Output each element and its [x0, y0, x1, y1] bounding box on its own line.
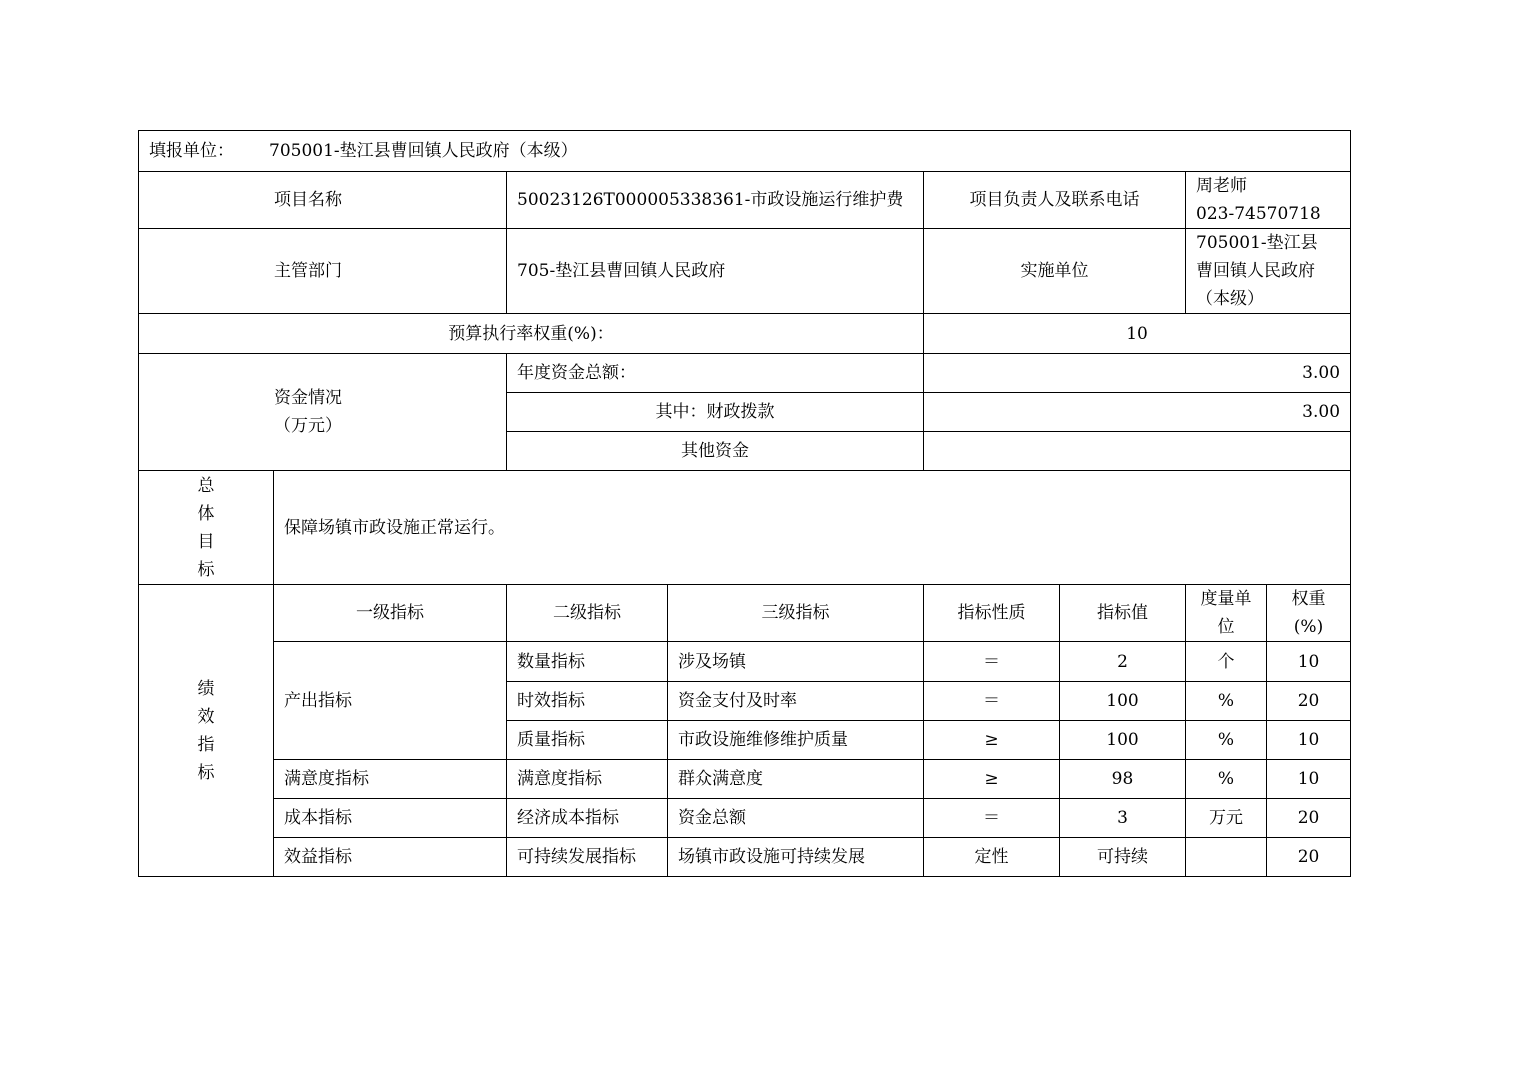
- row-weight: 20: [1267, 838, 1351, 877]
- performance-label-char: 标: [197, 762, 215, 783]
- funds-total-row: [139, 354, 1351, 393]
- overall-goal-label: [139, 471, 274, 585]
- contact-name: 周老师: [1196, 176, 1247, 196]
- row-value: 98: [1060, 760, 1186, 799]
- budget-weight-value: 10: [924, 314, 1351, 354]
- row-level3: 资金总额: [668, 799, 924, 838]
- row-level3: 涉及场镇: [668, 642, 924, 682]
- goal-label-char: 总: [197, 475, 215, 496]
- row-level1: 成本指标: [274, 799, 507, 838]
- goal-label-char: 体: [197, 503, 215, 524]
- row-nature: ≥: [924, 760, 1060, 799]
- funds-fiscal-value: 3.00: [924, 393, 1351, 432]
- row-weight: 20: [1267, 799, 1351, 838]
- col-header-weight: [1267, 585, 1351, 642]
- row-unit: %: [1186, 682, 1267, 721]
- funds-label-line2: （万元）: [274, 416, 342, 436]
- performance-target-form: [138, 130, 1351, 877]
- contact-phone: 023-74570718: [1196, 204, 1321, 224]
- funds-label-line1: 资金情况: [274, 388, 342, 408]
- overall-goal-text: 保障场镇市政设施正常运行。: [274, 471, 1351, 585]
- implementing-unit-line3: （本级）: [1196, 289, 1264, 309]
- row-unit: 个: [1186, 642, 1267, 682]
- col-header-level3: 三级指标: [668, 585, 924, 642]
- performance-label-char: 指: [197, 734, 215, 755]
- col-header-unit-line2: 位: [1217, 617, 1235, 637]
- implementing-unit-line1: 705001-垫江县: [1196, 233, 1318, 253]
- col-header-unit-line1: 度量单: [1200, 589, 1252, 609]
- project-name-row: [139, 172, 1351, 229]
- row-weight: 10: [1267, 721, 1351, 760]
- row-weight: 20: [1267, 682, 1351, 721]
- budget-weight-row: [139, 314, 1351, 354]
- col-header-nature: 指标性质: [924, 585, 1060, 642]
- table-row: [139, 760, 1351, 799]
- table-row: [139, 799, 1351, 838]
- row-weight: 10: [1267, 642, 1351, 682]
- row-level3: 场镇市政设施可持续发展: [668, 838, 924, 877]
- col-header-value: 指标值: [1060, 585, 1186, 642]
- row-level3: 资金支付及时率: [668, 682, 924, 721]
- performance-label: [139, 585, 274, 877]
- row-nature: ＝: [924, 642, 1060, 682]
- department-value: 705-垫江县曹回镇人民政府: [507, 229, 924, 314]
- goal-label-char: 目: [197, 531, 215, 552]
- budget-weight-label: 预算执行率权重(%)：: [139, 314, 924, 354]
- row-unit: %: [1186, 721, 1267, 760]
- col-header-weight-line2: (%): [1293, 617, 1324, 637]
- row-nature: ＝: [924, 799, 1060, 838]
- col-header-level2: 二级指标: [507, 585, 668, 642]
- row-value: 2: [1060, 642, 1186, 682]
- performance-label-char: 效: [197, 706, 215, 727]
- row-nature: ≥: [924, 721, 1060, 760]
- col-header-unit: [1186, 585, 1267, 642]
- row-nature: 定性: [924, 838, 1060, 877]
- funds-other-value: [924, 432, 1351, 471]
- reporting-unit-row: [139, 131, 1351, 172]
- performance-label-char: 绩: [197, 678, 215, 699]
- row-unit: [1186, 838, 1267, 877]
- col-header-weight-line1: 权重: [1291, 589, 1326, 609]
- department-label: 主管部门: [139, 229, 507, 314]
- funds-total-value: 3.00: [924, 354, 1351, 393]
- row-value: 100: [1060, 682, 1186, 721]
- row-value: 可持续: [1060, 838, 1186, 877]
- row-value: 100: [1060, 721, 1186, 760]
- reporting-unit-cell: [139, 131, 1351, 172]
- table-row: [139, 838, 1351, 877]
- implementing-unit-line2: 曹回镇人民政府: [1196, 261, 1315, 281]
- funds-fiscal-label: 其中：财政拨款: [507, 393, 924, 432]
- goal-label-char: 标: [197, 559, 215, 580]
- row-level2: 质量指标: [507, 721, 668, 760]
- row-value: 3: [1060, 799, 1186, 838]
- row-level2: 可持续发展指标: [507, 838, 668, 877]
- reporting-unit-value: 705001-垫江县曹回镇人民政府（本级）: [269, 141, 578, 161]
- row-level2: 时效指标: [507, 682, 668, 721]
- overall-goal-row: [139, 471, 1351, 585]
- project-name-value: 50023126T000005338361-市政设施运行维护费: [507, 172, 924, 229]
- row-unit: 万元: [1186, 799, 1267, 838]
- project-contact-label: 项目负责人及联系电话: [924, 172, 1186, 229]
- row-level1: 满意度指标: [274, 760, 507, 799]
- row-level1: 效益指标: [274, 838, 507, 877]
- row-level3: 群众满意度: [668, 760, 924, 799]
- row-level2: 满意度指标: [507, 760, 668, 799]
- project-name-label: 项目名称: [139, 172, 507, 229]
- row-unit: %: [1186, 760, 1267, 799]
- table-row: [139, 642, 1351, 682]
- col-header-level1: 一级指标: [274, 585, 507, 642]
- implementing-unit-cell: [1186, 229, 1351, 314]
- reporting-unit-label: 填报单位：: [149, 141, 234, 161]
- funds-label-cell: [139, 354, 507, 471]
- department-row: [139, 229, 1351, 314]
- row-level2: 数量指标: [507, 642, 668, 682]
- row-level1: 产出指标: [274, 642, 507, 760]
- row-nature: ＝: [924, 682, 1060, 721]
- row-level3: 市政设施维修维护质量: [668, 721, 924, 760]
- funds-total-label: 年度资金总额：: [507, 354, 924, 393]
- funds-other-label: 其他资金: [507, 432, 924, 471]
- row-weight: 10: [1267, 760, 1351, 799]
- row-level2: 经济成本指标: [507, 799, 668, 838]
- performance-header-row: [139, 585, 1351, 642]
- implementing-unit-label: 实施单位: [924, 229, 1186, 314]
- project-contact-cell: [1186, 172, 1351, 229]
